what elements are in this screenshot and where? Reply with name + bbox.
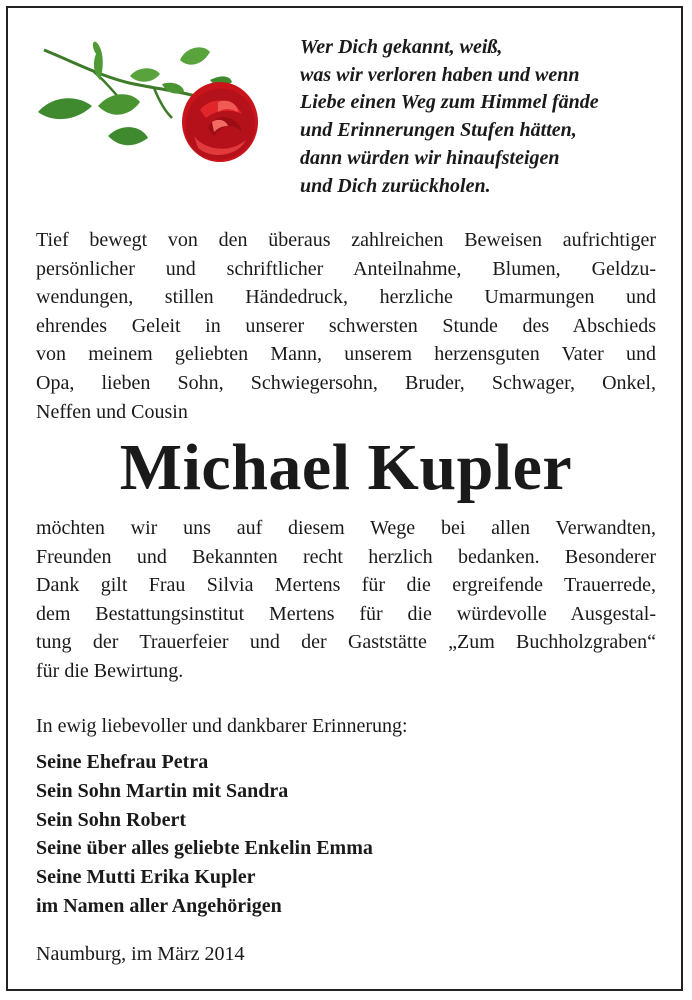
signer: Seine Ehefrau Petra <box>36 751 209 773</box>
signer: Sein Sohn Martin mit Sandra <box>36 779 289 802</box>
closing-intro: In ewig liebevoller und dankbarer Erinnerung: <box>36 715 408 737</box>
paragraph-line: dem Bestattungsinstitut Mertens für die würdevolle Ausgestal- <box>36 602 656 625</box>
signer: Seine über alles geliebte Enkelin Emma <box>36 837 373 860</box>
place-date: Naumburg, im März 2014 <box>36 943 245 965</box>
deceased-name: Michael Kupler <box>119 431 573 504</box>
red-rose-icon <box>34 40 266 170</box>
paragraph-line: von meinem geliebten Mann, unserem herzensguten Vater und <box>36 343 656 366</box>
paragraph-line: Freunden und Bekannten recht herzlich bedanken. Besonderer <box>36 545 656 568</box>
poem-line: Liebe einen Weg zum Himmel fände <box>300 91 599 114</box>
paragraph-line: tung der Trauerfeier und der Gaststätte „Zum Buchholzgraben“ <box>36 631 656 654</box>
paragraph-line: wendungen, stillen Händedruck, herzliche Umarmungen und <box>36 286 656 309</box>
poem-line: Wer Dich gekannt, weiß, <box>300 36 503 58</box>
paragraph-line: Opa, lieben Sohn, Schwiegersohn, Bruder, Schwager, Onkel, <box>36 371 656 394</box>
paragraph-line: Tief bewegt von den überaus zahlreichen Beweisen aufrichtiger <box>36 229 656 251</box>
intro-paragraph <box>36 226 656 426</box>
signer: im Namen aller Angehörigen <box>36 894 282 917</box>
signer: Sein Sohn Robert <box>36 808 187 831</box>
paragraph-line: Dank gilt Frau Silvia Mertens für die ergreifende Trauerrede, <box>36 574 656 597</box>
signers-list <box>36 748 373 921</box>
paragraph-line: für die Bewirtung. <box>36 659 184 682</box>
paragraph-line: möchten wir uns auf diesem Wege bei allen Verwandten, <box>36 517 656 539</box>
paragraph-line: Neffen und Cousin <box>36 400 188 423</box>
poem-line: dann würden wir hinaufsteigen <box>300 146 560 169</box>
poem-line: und Erinnerungen Stufen hätten, <box>300 119 577 142</box>
thanks-paragraph <box>36 514 656 686</box>
signer: Seine Mutti Erika Kupler <box>36 866 256 889</box>
paragraph-line: persönlicher und schriftlicher Anteilnahme, Blumen, Geldzu- <box>36 257 656 280</box>
poem-line: was wir verloren haben und wenn <box>300 63 580 86</box>
poem <box>300 34 670 200</box>
poem-line: und Dich zurückholen. <box>300 174 491 197</box>
paragraph-line: ehrendes Geleit in unserer schwersten Stunde des Abschieds <box>36 314 656 337</box>
